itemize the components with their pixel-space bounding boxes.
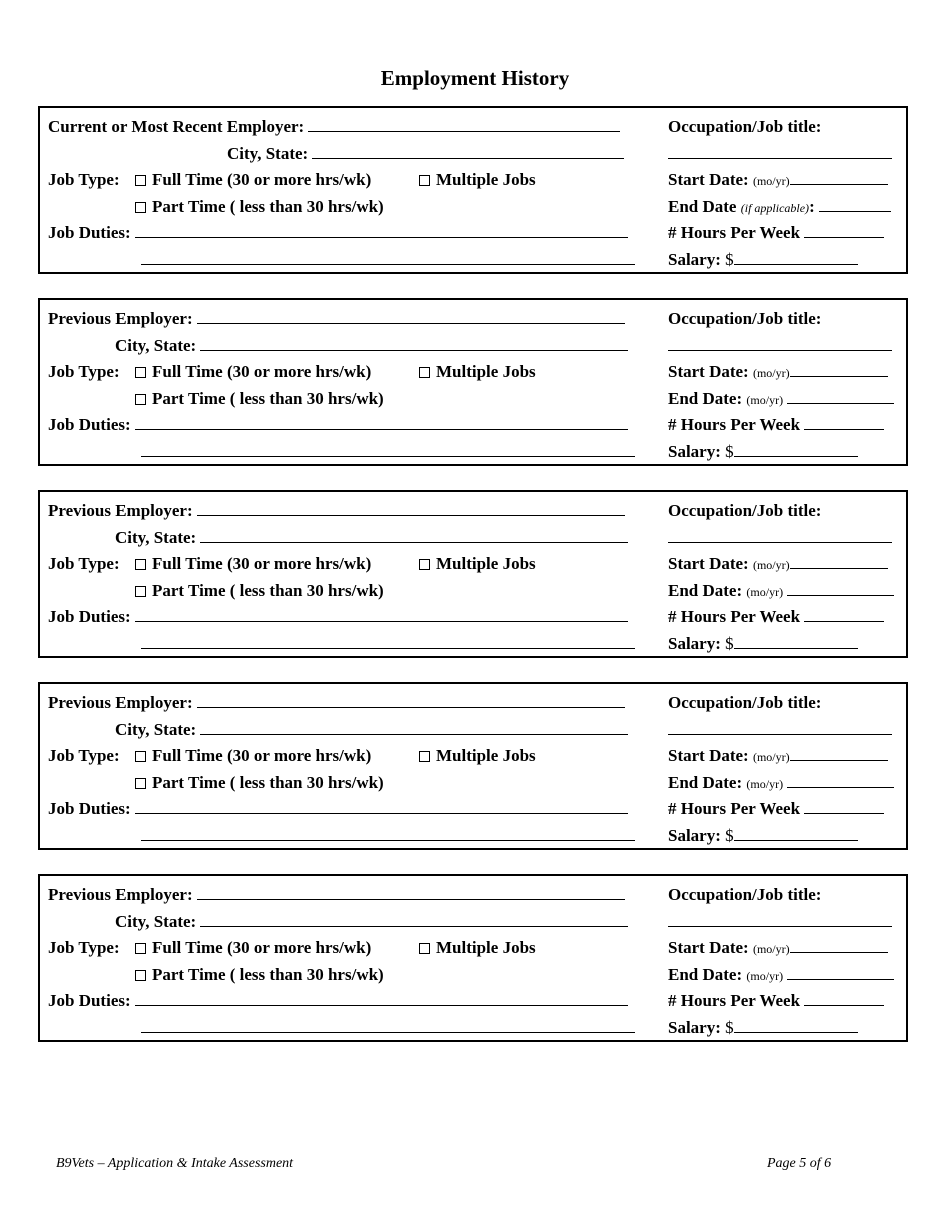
occupation-input-line[interactable] [668, 720, 892, 735]
multiple-jobs-checkbox[interactable] [419, 943, 430, 954]
hours-label: # Hours Per Week [668, 223, 801, 242]
salary-row [668, 826, 858, 846]
start-date-input-line[interactable] [790, 554, 888, 569]
end-date-colon: : [809, 197, 815, 216]
salary-input-line[interactable] [734, 442, 858, 457]
full-time-checkbox[interactable] [135, 943, 146, 954]
start-date-format: (mo/yr) [752, 174, 790, 188]
hours-label: # Hours Per Week [668, 991, 801, 1010]
part-time-label: Part Time ( less than 30 hrs/wk) [152, 773, 384, 792]
multiple-jobs-checkbox[interactable] [419, 751, 430, 762]
job-duties-label: Job Duties: [48, 799, 131, 818]
multiple-jobs-option[interactable] [419, 938, 536, 958]
job-duties-row [48, 991, 628, 1011]
job-duties-input-line-2[interactable] [141, 1018, 635, 1033]
salary-label: Salary: [668, 634, 721, 653]
employer-input-line[interactable] [197, 693, 625, 708]
hours-input-line[interactable] [804, 415, 884, 430]
part-time-checkbox[interactable] [135, 586, 146, 597]
end-date-input-line[interactable] [787, 581, 894, 596]
occupation-label: Occupation/Job title: [668, 885, 822, 904]
full-time-checkbox[interactable] [135, 175, 146, 186]
salary-label: Salary: [668, 826, 721, 845]
occupation-line-row [668, 336, 892, 356]
salary-row [668, 250, 858, 270]
job-type-row [48, 746, 120, 766]
hours-input-line[interactable] [804, 991, 884, 1006]
start-date-label: Start Date: [668, 746, 749, 765]
city-state-input-line[interactable] [200, 336, 628, 351]
full-time-checkbox[interactable] [135, 559, 146, 570]
occupation-row [668, 309, 821, 329]
start-date-input-line[interactable] [790, 938, 888, 953]
occupation-line-row [668, 912, 892, 932]
job-duties-row-2 [141, 826, 635, 846]
job-type-row [48, 938, 120, 958]
employer-row [48, 309, 625, 329]
occupation-line-row [668, 720, 892, 740]
city-state-label: City, State: [115, 528, 197, 547]
job-duties-row-2 [141, 1018, 635, 1038]
part-time-label: Part Time ( less than 30 hrs/wk) [152, 581, 384, 600]
job-duties-row [48, 607, 628, 627]
salary-input-line[interactable] [734, 1018, 858, 1033]
salary-currency: $ [725, 826, 734, 845]
occupation-input-line[interactable] [668, 528, 892, 543]
start-date-row [668, 362, 888, 383]
employer-row [48, 501, 625, 521]
hours-input-line[interactable] [804, 799, 884, 814]
city-state-row [115, 528, 628, 548]
occupation-label: Occupation/Job title: [668, 693, 822, 712]
part-time-label: Part Time ( less than 30 hrs/wk) [152, 197, 384, 216]
job-duties-input-line-2[interactable] [141, 442, 635, 457]
job-duties-input-line[interactable] [135, 223, 628, 238]
part-time-option[interactable] [135, 581, 384, 601]
job-duties-input-line-2[interactable] [141, 250, 635, 265]
hours-row [668, 991, 884, 1011]
job-type-row [48, 554, 120, 574]
occupation-row [668, 501, 821, 521]
occupation-input-line[interactable] [668, 912, 892, 927]
employer-input-line[interactable] [197, 309, 625, 324]
multiple-jobs-checkbox[interactable] [419, 559, 430, 570]
start-date-label: Start Date: [668, 362, 749, 381]
employer-label: Previous Employer: [48, 693, 193, 712]
start-date-row [668, 554, 888, 575]
hours-input-line[interactable] [804, 607, 884, 622]
hours-row [668, 223, 884, 243]
employer-row [48, 693, 625, 713]
multiple-jobs-option[interactable] [419, 746, 536, 766]
job-duties-input-line[interactable] [135, 415, 628, 430]
employer-input-line[interactable] [197, 501, 625, 516]
occupation-line-row [668, 528, 892, 548]
city-state-row [227, 144, 624, 164]
city-state-label: City, State: [227, 144, 309, 163]
end-date-input-line[interactable] [787, 773, 894, 788]
employer-label: Previous Employer: [48, 309, 193, 328]
occupation-label: Occupation/Job title: [668, 309, 822, 328]
job-type-label: Job Type: [48, 554, 120, 573]
job-duties-label: Job Duties: [48, 607, 131, 626]
end-date-label: End Date: [668, 965, 743, 984]
end-date-label: End Date: [668, 773, 743, 792]
job-type-label: Job Type: [48, 362, 120, 381]
start-date-input-line[interactable] [790, 746, 888, 761]
job-type-label: Job Type: [48, 746, 120, 765]
start-date-format: (mo/yr) [752, 942, 790, 956]
footer-left: B9Vets – Application & Intake Assessment [56, 1156, 294, 1171]
employer-input-line[interactable] [308, 117, 620, 132]
salary-row [668, 1018, 858, 1038]
start-date-input-line[interactable] [790, 170, 888, 185]
end-date-note: (mo/yr) [746, 969, 784, 983]
end-date-row [668, 773, 894, 794]
part-time-label: Part Time ( less than 30 hrs/wk) [152, 965, 384, 984]
end-date-row [668, 197, 891, 218]
salary-currency: $ [725, 1018, 734, 1037]
occupation-row [668, 117, 821, 137]
hours-label: # Hours Per Week [668, 607, 801, 626]
multiple-jobs-label: Multiple Jobs [436, 938, 536, 957]
end-date-input-line[interactable] [819, 197, 891, 212]
part-time-label: Part Time ( less than 30 hrs/wk) [152, 389, 384, 408]
salary-input-line[interactable] [734, 250, 858, 265]
city-state-label: City, State: [115, 720, 197, 739]
multiple-jobs-label: Multiple Jobs [436, 170, 536, 189]
employment-block [38, 490, 908, 658]
employer-input-line[interactable] [197, 885, 625, 900]
job-type-row [48, 170, 120, 190]
salary-currency: $ [725, 250, 734, 269]
salary-label: Salary: [668, 1018, 721, 1037]
part-time-option[interactable] [135, 389, 384, 409]
job-duties-row [48, 415, 628, 435]
multiple-jobs-option[interactable] [419, 362, 536, 382]
salary-currency: $ [725, 634, 734, 653]
job-duties-row-2 [141, 250, 635, 270]
part-time-checkbox[interactable] [135, 394, 146, 405]
job-duties-label: Job Duties: [48, 223, 131, 242]
city-state-row [115, 912, 628, 932]
employment-block [38, 298, 908, 466]
employer-label: Previous Employer: [48, 885, 193, 904]
end-date-note: (mo/yr) [746, 585, 784, 599]
part-time-option[interactable] [135, 965, 384, 985]
full-time-option[interactable] [135, 938, 371, 958]
start-date-format: (mo/yr) [752, 750, 790, 764]
end-date-note: (mo/yr) [746, 777, 784, 791]
full-time-checkbox[interactable] [135, 367, 146, 378]
full-time-label: Full Time (30 or more hrs/wk) [152, 362, 372, 381]
multiple-jobs-option[interactable] [419, 554, 536, 574]
job-duties-row-2 [141, 634, 635, 654]
part-time-checkbox[interactable] [135, 970, 146, 981]
job-type-label: Job Type: [48, 170, 120, 189]
start-date-row [668, 938, 888, 959]
footer-page-number: Page 5 of 6 [767, 1156, 832, 1171]
job-duties-input-line[interactable] [135, 799, 628, 814]
full-time-option[interactable] [135, 362, 371, 382]
employer-label: Previous Employer: [48, 501, 193, 520]
end-date-label: End Date: [668, 581, 743, 600]
page-title: Employment History [380, 66, 570, 90]
start-date-format: (mo/yr) [752, 558, 790, 572]
occupation-line-row [668, 144, 892, 164]
city-state-row [115, 720, 628, 740]
part-time-option[interactable] [135, 197, 384, 217]
start-date-label: Start Date: [668, 554, 749, 573]
city-state-row [115, 336, 628, 356]
occupation-input-line[interactable] [668, 336, 892, 351]
job-duties-row [48, 223, 628, 243]
start-date-row [668, 746, 888, 767]
city-state-input-line[interactable] [312, 144, 624, 159]
job-duties-row-2 [141, 442, 635, 462]
job-duties-input-line-2[interactable] [141, 826, 635, 841]
occupation-input-line[interactable] [668, 144, 892, 159]
end-date-note: (mo/yr) [746, 393, 784, 407]
full-time-label: Full Time (30 or more hrs/wk) [152, 170, 372, 189]
job-duties-label: Job Duties: [48, 415, 131, 434]
end-date-label: End Date: [668, 389, 743, 408]
job-duties-input-line-2[interactable] [141, 634, 635, 649]
end-date-row [668, 389, 894, 410]
hours-row [668, 607, 884, 627]
multiple-jobs-label: Multiple Jobs [436, 554, 536, 573]
job-duties-input-line[interactable] [135, 991, 628, 1006]
full-time-checkbox[interactable] [135, 751, 146, 762]
full-time-option[interactable] [135, 746, 371, 766]
part-time-option[interactable] [135, 773, 384, 793]
multiple-jobs-checkbox[interactable] [419, 367, 430, 378]
occupation-row [668, 885, 821, 905]
salary-input-line[interactable] [734, 826, 858, 841]
hours-label: # Hours Per Week [668, 799, 801, 818]
hours-row [668, 415, 884, 435]
salary-label: Salary: [668, 442, 721, 461]
start-date-label: Start Date: [668, 938, 749, 957]
employer-row [48, 117, 620, 137]
full-time-option[interactable] [135, 170, 371, 190]
city-state-label: City, State: [115, 912, 197, 931]
end-date-label: End Date [668, 197, 737, 216]
end-date-row [668, 581, 894, 602]
full-time-label: Full Time (30 or more hrs/wk) [152, 554, 372, 573]
multiple-jobs-label: Multiple Jobs [436, 746, 536, 765]
start-date-input-line[interactable] [790, 362, 888, 377]
salary-input-line[interactable] [734, 634, 858, 649]
employer-label: Current or Most Recent Employer: [48, 117, 305, 136]
end-date-input-line[interactable] [787, 965, 894, 980]
city-state-input-line[interactable] [200, 528, 628, 543]
multiple-jobs-label: Multiple Jobs [436, 362, 536, 381]
hours-row [668, 799, 884, 819]
city-state-input-line[interactable] [200, 912, 628, 927]
occupation-row [668, 693, 821, 713]
start-date-format: (mo/yr) [752, 366, 790, 380]
city-state-input-line[interactable] [200, 720, 628, 735]
end-date-input-line[interactable] [787, 389, 894, 404]
part-time-checkbox[interactable] [135, 778, 146, 789]
end-date-note: (if applicable) [740, 201, 810, 215]
full-time-label: Full Time (30 or more hrs/wk) [152, 746, 372, 765]
job-duties-input-line[interactable] [135, 607, 628, 622]
end-date-row [668, 965, 894, 986]
job-type-row [48, 362, 120, 382]
salary-label: Salary: [668, 250, 721, 269]
job-duties-row [48, 799, 628, 819]
employer-row [48, 885, 625, 905]
salary-currency: $ [725, 442, 734, 461]
hours-input-line[interactable] [804, 223, 884, 238]
city-state-label: City, State: [115, 336, 197, 355]
occupation-label: Occupation/Job title: [668, 117, 822, 136]
employment-block [38, 682, 908, 850]
job-duties-label: Job Duties: [48, 991, 131, 1010]
start-date-label: Start Date: [668, 170, 749, 189]
employment-block [38, 106, 908, 274]
job-type-label: Job Type: [48, 938, 120, 957]
occupation-label: Occupation/Job title: [668, 501, 822, 520]
employment-block [38, 874, 908, 1042]
full-time-label: Full Time (30 or more hrs/wk) [152, 938, 372, 957]
full-time-option[interactable] [135, 554, 371, 574]
hours-label: # Hours Per Week [668, 415, 801, 434]
multiple-jobs-checkbox[interactable] [419, 175, 430, 186]
part-time-checkbox[interactable] [135, 202, 146, 213]
salary-row [668, 442, 858, 462]
salary-row [668, 634, 858, 654]
start-date-row [668, 170, 888, 191]
multiple-jobs-option[interactable] [419, 170, 536, 190]
